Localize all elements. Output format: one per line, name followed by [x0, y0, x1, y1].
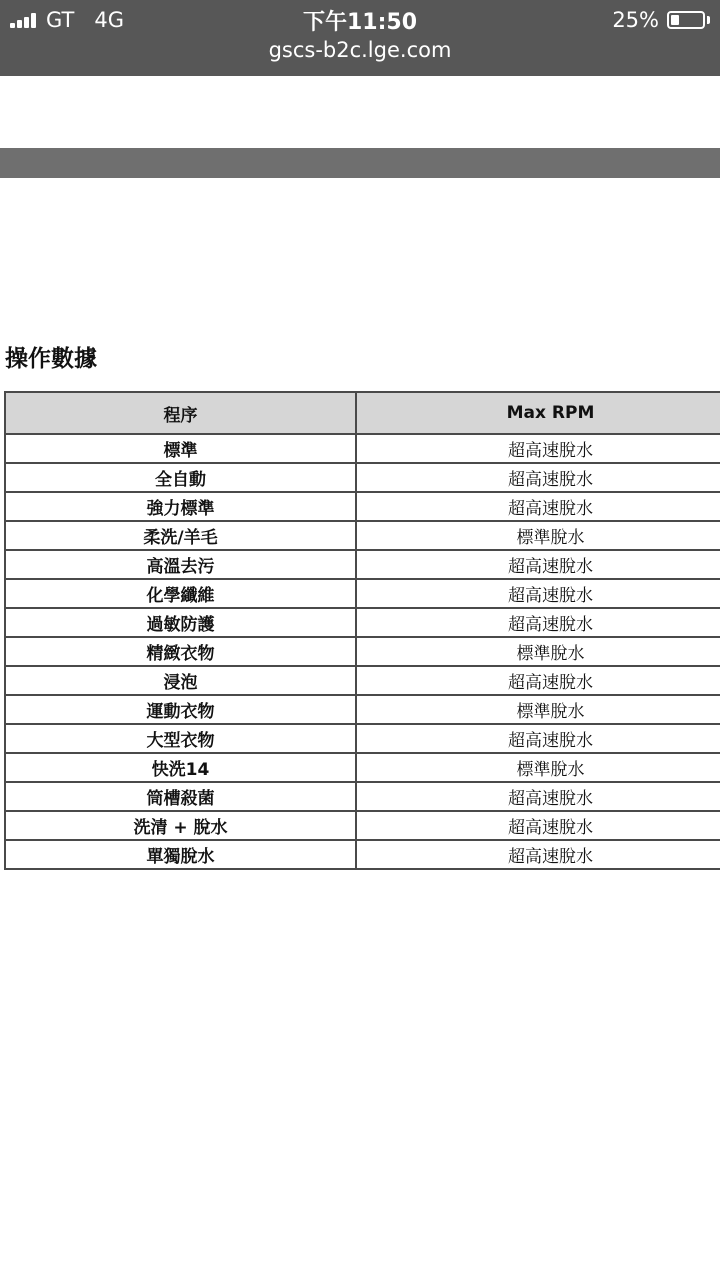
status-time: 下午11:50 [302, 10, 418, 35]
program-cell: 化學纖維 [5, 579, 356, 608]
operation-data-table [4, 391, 720, 870]
table-header-row [5, 392, 720, 434]
table-row [5, 579, 720, 608]
table-row [5, 666, 720, 695]
table-row [5, 492, 720, 521]
program-cell: 浸泡 [5, 666, 356, 695]
column-header-program: 程序 [5, 392, 356, 434]
table-row [5, 840, 720, 869]
program-cell: 柔洗/羊毛 [5, 521, 356, 550]
table-row [5, 550, 720, 579]
table-row [5, 695, 720, 724]
address-bar-url[interactable]: gscs-b2c.lge.com [268, 38, 452, 62]
program-cell: 筒槽殺菌 [5, 782, 356, 811]
program-cell: 高溫去污 [5, 550, 356, 579]
program-cell: 大型衣物 [5, 724, 356, 753]
max-rpm-cell: 標準脫水 [356, 753, 720, 782]
section-title: 操作數據 [5, 346, 97, 372]
max-rpm-cell: 超高速脫水 [356, 434, 720, 463]
program-cell: 精緻衣物 [5, 637, 356, 666]
battery-nub [707, 16, 710, 24]
max-rpm-cell: 超高速脫水 [356, 492, 720, 521]
table-row [5, 811, 720, 840]
table-row [5, 753, 720, 782]
status-right [612, 7, 710, 33]
max-rpm-cell: 超高速脫水 [356, 608, 720, 637]
program-cell: 標準 [5, 434, 356, 463]
max-rpm-cell: 超高速脫水 [356, 811, 720, 840]
network-type: 4G [94, 8, 124, 32]
table-row [5, 782, 720, 811]
program-cell: 單獨脫水 [5, 840, 356, 869]
max-rpm-cell: 標準脫水 [356, 521, 720, 550]
battery-percent: 25% [612, 8, 659, 32]
max-rpm-cell: 超高速脫水 [356, 724, 720, 753]
battery-level-fill [671, 15, 679, 25]
max-rpm-cell: 標準脫水 [356, 695, 720, 724]
table-row [5, 608, 720, 637]
carrier-name: GT [46, 8, 75, 32]
program-cell: 全自動 [5, 463, 356, 492]
program-cell: 洗清 + 脫水 [5, 811, 356, 840]
max-rpm-cell: 超高速脫水 [356, 463, 720, 492]
status-bar [0, 0, 720, 76]
max-rpm-cell: 超高速脫水 [356, 579, 720, 608]
table-body [5, 434, 720, 869]
max-rpm-cell: 超高速脫水 [356, 550, 720, 579]
program-cell: 運動衣物 [5, 695, 356, 724]
table-row [5, 724, 720, 753]
page-header-band [0, 148, 720, 178]
program-cell: 快洗14 [5, 753, 356, 782]
max-rpm-cell: 超高速脫水 [356, 666, 720, 695]
table-row [5, 434, 720, 463]
program-cell: 強力標準 [5, 492, 356, 521]
max-rpm-cell: 超高速脫水 [356, 782, 720, 811]
program-cell: 過敏防護 [5, 608, 356, 637]
table-row [5, 637, 720, 666]
table-row [5, 521, 720, 550]
max-rpm-cell: 標準脫水 [356, 637, 720, 666]
column-header-max-rpm: Max RPM [356, 392, 720, 434]
battery-icon [667, 11, 705, 29]
max-rpm-cell: 超高速脫水 [356, 840, 720, 869]
table-row [5, 463, 720, 492]
